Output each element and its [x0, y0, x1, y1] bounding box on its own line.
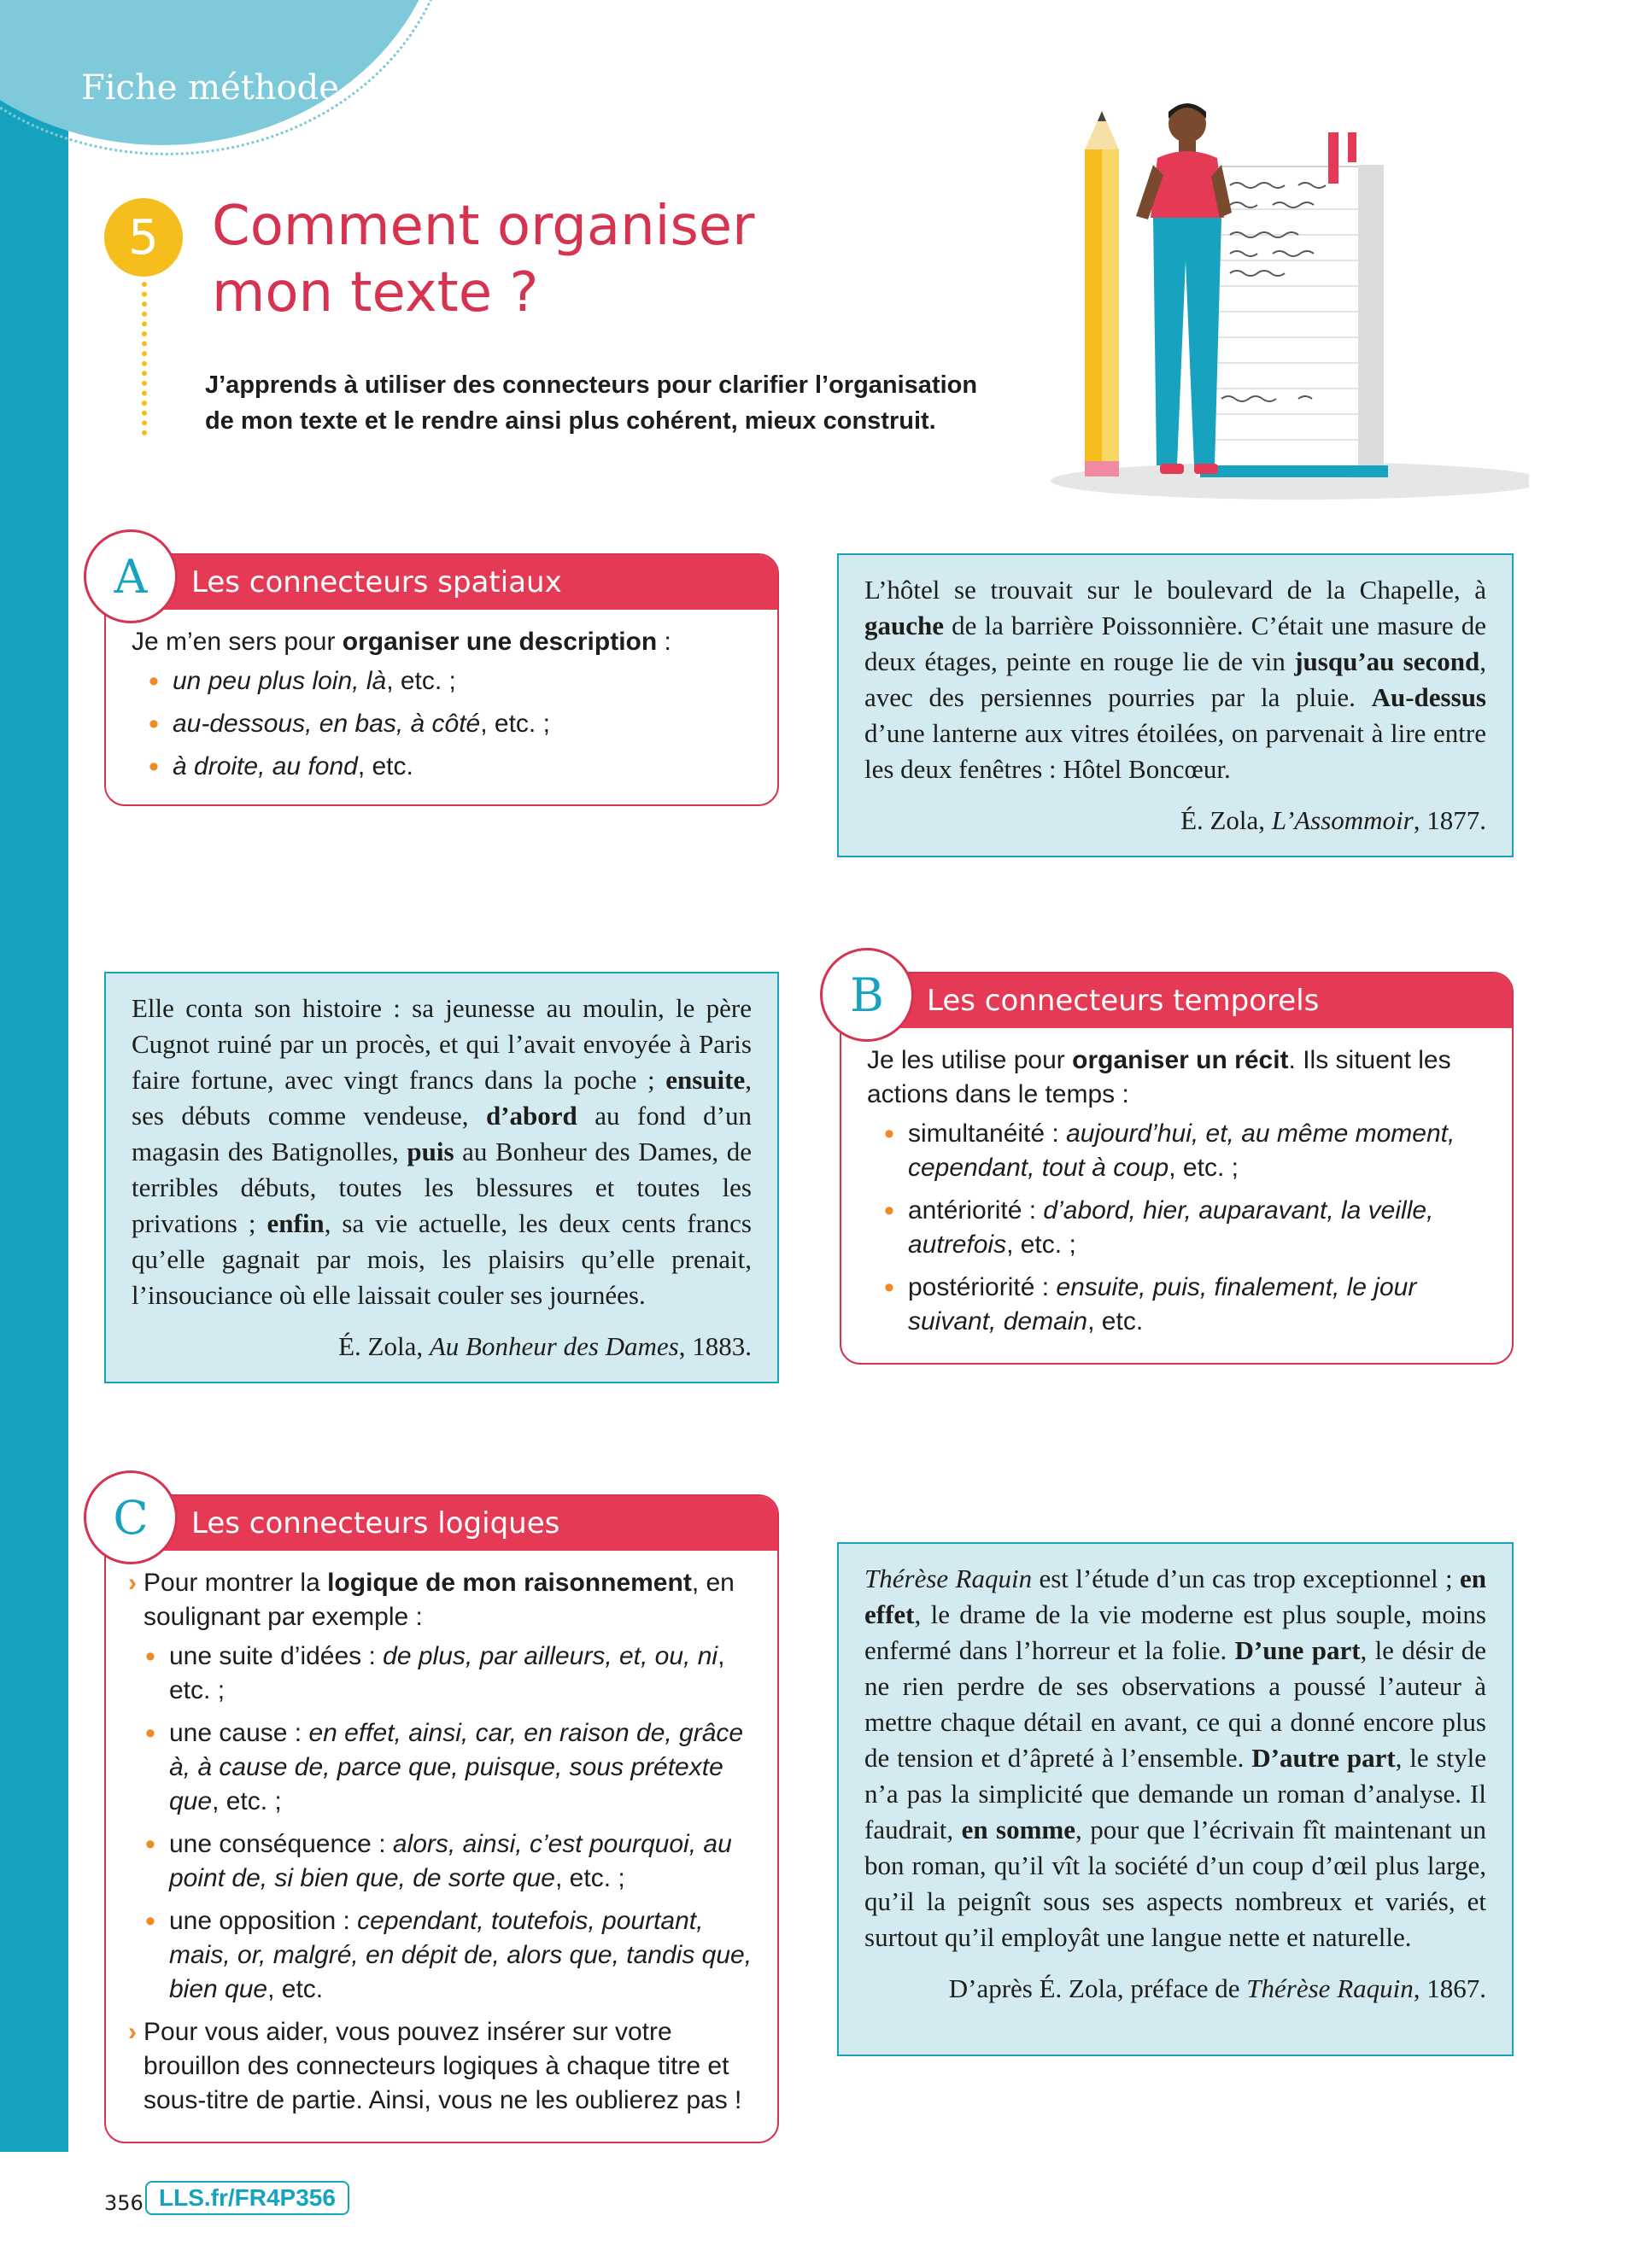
list-item: • une suite d’idées : de plus, par ailleurs, et, ou, ni, etc. ; [169, 1640, 753, 1708]
list-item: • une conséquence : alors, ainsi, c’est pourquoi, au point de, si bien que, de sorte que, etc. ; [169, 1827, 753, 1896]
list-item: • une cause : en effet, ainsi, car, en raison de, grâce à, à cause de, parce que, puisque, sous prétexte que, etc. ; [169, 1716, 753, 1819]
list-item: • simultanéité : aujourd’hui, et, au même moment, cependant, tout à coup, etc. ; [908, 1117, 1488, 1185]
section-b-title: Les connecteurs temporels [841, 973, 1512, 1028]
list-item: • postériorité : ensuite, puis, finalement, le jour suivant, demain, etc. [908, 1271, 1488, 1339]
section-a-lead: Je m’en sers pour organiser une description : [132, 628, 671, 656]
list-item: • à droite, au fond, etc. [173, 750, 753, 784]
list-item: • antériorité : d’abord, hier, auparavant, la veille, autrefois, etc. ; [908, 1194, 1488, 1262]
writer-illustration [1016, 98, 1529, 508]
section-c-letter: C [84, 1470, 178, 1564]
quote-assommoir-text: L’hôtel se trouvait sur le boulevard de la Chapelle, à gauche de la barrière Poissonnière. C’était une masure de deux étages, peinte en rouge lie de vin jusqu’au second, avec des persiennes pourries par la pluie. Au-dessus d’une lanterne aux vitres étoilées, on parvenait à lire entre les deux fenêtres : Hôtel Boncœur. [864, 575, 1486, 784]
list-item: • au-dessous, en bas, à côté, etc. ; [173, 707, 753, 741]
list-item: • une opposition : cependant, toutefois, pourtant, mais, or, malgré, en dépit de, alors que, tandis que, bien que, etc. [169, 1904, 753, 2007]
method-number-badge: 5 [104, 198, 183, 277]
quote-assommoir-source: É. Zola, L’Assommoir, 1877. [1180, 805, 1486, 835]
section-a-letter: A [84, 529, 178, 623]
section-b-lead: Je les utilise pour organiser un récit. Ils situent les actions dans le temps : [867, 1046, 1451, 1108]
page-title: Comment organiser mon texte ? [212, 195, 755, 324]
chevron-right-icon: › [128, 1569, 137, 1597]
section-a-body [132, 625, 753, 792]
quote-bonheur-source: É. Zola, Au Bonheur des Dames, 1883. [338, 1331, 752, 1361]
section-a-title: Les connecteurs spatiaux [106, 555, 777, 610]
quote-bonheur-des-dames [104, 972, 779, 1383]
section-c-para-1: › Pour montrer la logique de mon raisonnement, en soulignant par exemple : [128, 1566, 753, 1634]
section-b-temporal-box [840, 972, 1514, 1365]
section-b-body [867, 1043, 1488, 1347]
quote-assommoir [837, 553, 1514, 857]
section-b-letter: B [820, 948, 914, 1042]
dotted-divider [142, 282, 147, 435]
list-item: • un peu plus loin, là, etc. ; [173, 664, 753, 699]
quote-therese-source: D’après É. Zola, préface de Thérèse Raquin, 1867. [948, 1973, 1486, 2003]
chevron-right-icon: › [128, 2018, 137, 2046]
section-c-title: Les connecteurs logiques [106, 1496, 777, 1551]
left-sidebar-band [0, 0, 68, 2152]
quote-therese-raquin [837, 1542, 1514, 2056]
section-c-logical-box [104, 1494, 779, 2143]
section-c-body [128, 1566, 753, 2118]
section-a-spatial-box [104, 553, 779, 806]
intro-text: J’apprends à utiliser des connecteurs pour clarifier l’organisation de mon texte et le rendre ainsi plus cohérent, mieux construit. [205, 371, 978, 435]
section-c-para-2: › Pour vous aider, vous pouvez insérer sur votre brouillon des connecteurs logiques à chaque titre et sous-titre de partie. Ainsi, vous ne les oublierez pas ! [128, 2015, 753, 2118]
resource-link[interactable]: LLS.fr/FR4P356 [145, 2181, 349, 2215]
fiche-label: Fiche méthode [81, 68, 339, 108]
quote-bonheur-text: Elle conta son histoire : sa jeunesse au moulin, le père Cugnot ruiné par un procès, et qui l’avait envoyée à Paris faire fortune, avec vingt francs dans la poche ; ensuite, ses débuts comme vendeuse, d’abord au fond d’un magasin des Batignolles, puis au Bonheur des Dames, de terribles débuts, toutes les blessures et toutes les privations ; enfin, sa vie actuelle, les deux cents francs qu’elle gagnait par mois, les plaisirs qu’elle prenait, l’insouciance où elle laissait couler ses journées. [132, 993, 752, 1310]
page-number: 356 [104, 2191, 144, 2215]
quote-therese-text: Thérèse Raquin est l’étude d’un cas trop exceptionnel ; en effet, le drame de la vie moderne est plus souple, moins enfermé dans l’horreur et la folie. D’une part, le désir de ne rien perdre de ses observations a poussé l’auteur à mettre chaque détail en avant, ce qui a donné encore plus de tension et d’âpreté à l’ensemble. D’autre part, le style n’a pas la simplicité que demande un roman d’analyse. Il faudrait, en somme, pour que l’écrivain fît maintenant un bon roman, qu’il vît la société d’un coup d’œil plus large, qu’il la peignît sous ses aspects nombreux et variés, et surtout qu’il employât une langue nette et naturelle. [864, 1564, 1487, 1952]
